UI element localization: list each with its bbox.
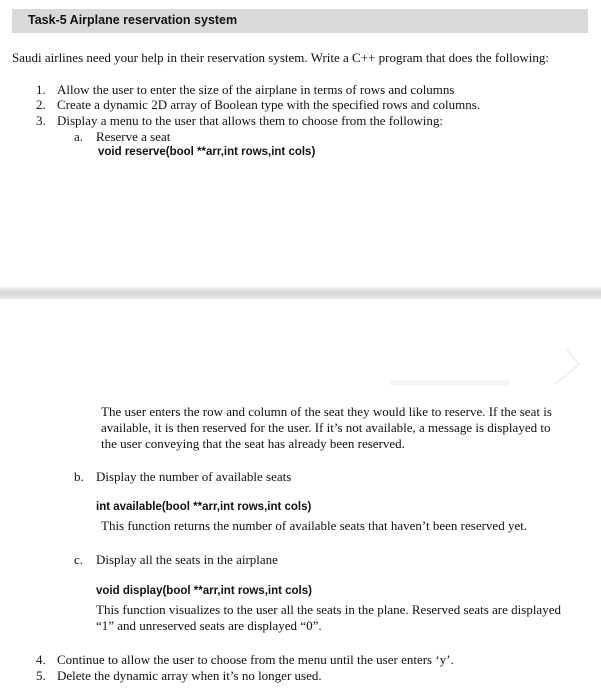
step-text: Delete the dynamic array when it’s no longer used.: [57, 668, 322, 683]
description-line: The user enters the row and column of the seat they would like to reserve. If the seat is: [101, 404, 552, 419]
description-line: available, it is then reserved for the user. If it’s not available, a message is displayed to: [101, 420, 551, 435]
step-number: 2.: [36, 97, 46, 112]
intro-paragraph: Saudi airlines need your help in their reservation system. Write a C++ program that does the following:: [12, 50, 550, 65]
option-description: This function returns the number of available seats that haven’t been reserved yet.: [101, 518, 528, 533]
option-letter: b.: [74, 469, 84, 484]
option-letter: c.: [74, 552, 84, 567]
page-separator: [0, 287, 601, 299]
description-line: the user conveying that the seat has already been reserved.: [101, 436, 405, 451]
step-number: 3.: [36, 113, 46, 128]
step-text: Allow the user to enter the size of the airplane in terms of rows and columns: [57, 82, 455, 97]
step-number: 1.: [36, 82, 46, 97]
step-text: Display a menu to the user that allows them to choose from the following:: [57, 113, 443, 128]
faint-checkmark-watermark: [542, 347, 581, 384]
faint-watermark: [390, 380, 510, 386]
option-label: Display all the seats in the airplane: [96, 552, 278, 567]
step-number: 4.: [36, 652, 46, 667]
task-title: Task-5 Airplane reservation system: [28, 13, 238, 27]
function-signature: int available(bool **arr,int rows,int cols): [96, 501, 312, 513]
description-line: This function visualizes to the user all the seats in the plane. Reserved seats are displayed: [96, 602, 561, 617]
step-text: Continue to allow the user to choose from the menu until the user enters ‘y’.: [57, 652, 454, 667]
description-line: “1” and unreserved seats are displayed “0”.: [96, 618, 322, 633]
option-label: Display the number of available seats: [96, 469, 292, 484]
option-letter: a.: [74, 129, 84, 144]
function-signature: void display(bool **arr,int rows,int cols): [96, 585, 312, 597]
option-label: Reserve a seat: [96, 129, 171, 144]
function-signature: void reserve(bool **arr,int rows,int cols): [98, 146, 316, 158]
step-text: Create a dynamic 2D array of Boolean type with the specified rows and columns.: [57, 97, 481, 112]
step-number: 5.: [36, 668, 46, 683]
